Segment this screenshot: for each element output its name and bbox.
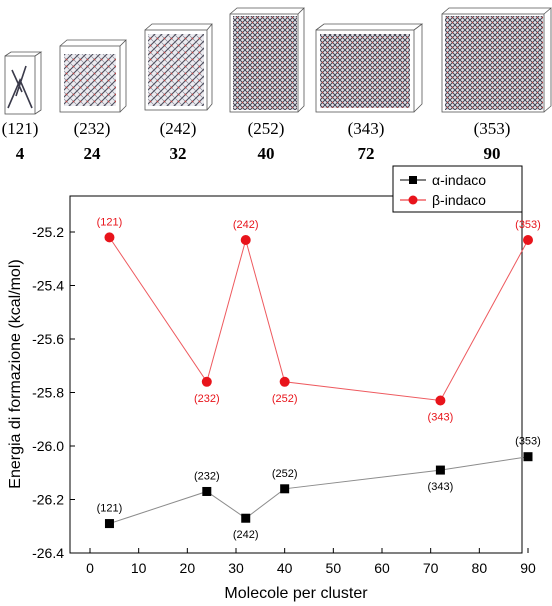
x-tick-label: 50 — [325, 560, 342, 576]
data-label: (252) — [271, 392, 298, 405]
cluster-molecule-count: 24 — [83, 144, 101, 163]
x-axis-label: Molecole per cluster — [224, 585, 368, 602]
data-point — [202, 377, 212, 387]
data-point — [104, 232, 114, 242]
data-point — [105, 519, 114, 528]
y-axis-label: Energia di formazione (kcal/mol) — [7, 259, 24, 489]
data-point — [241, 235, 251, 245]
cluster-code: (353) — [473, 119, 511, 138]
cluster-box-343 — [316, 24, 422, 112]
data-label: (242) — [232, 529, 259, 542]
cluster-code: (252) — [247, 119, 285, 138]
cluster-molecule-count: 4 — [15, 144, 25, 163]
series-layer — [97, 216, 541, 541]
formation-energy-chart — [7, 166, 541, 602]
series-alpha — [97, 436, 541, 542]
data-point — [280, 484, 289, 493]
series-line — [109, 457, 528, 524]
cluster-box-353 — [442, 8, 551, 112]
x-tick-label: 70 — [422, 560, 439, 576]
cluster-box-242 — [145, 24, 212, 110]
y-tick-label: -25.2 — [32, 224, 64, 240]
cluster-box-232 — [60, 40, 126, 112]
data-point — [280, 377, 290, 387]
y-tick-label: -26.0 — [32, 438, 64, 454]
series-line — [109, 237, 528, 400]
legend-marker-beta — [409, 196, 418, 205]
data-label: (343) — [427, 481, 454, 494]
data-point — [202, 487, 211, 496]
y-tick-label: -25.8 — [32, 384, 64, 401]
data-point — [435, 396, 445, 406]
legend-label-beta: β-indaco — [432, 192, 486, 208]
data-label: (121) — [96, 216, 123, 229]
x-tick-label: 80 — [471, 560, 488, 576]
x-tick-label: 40 — [276, 560, 293, 576]
cluster-code: (343) — [347, 119, 385, 138]
data-label: (252) — [271, 467, 298, 480]
legend-marker-alpha — [409, 176, 417, 184]
cluster-code: (242) — [159, 119, 197, 138]
y-tick-label: -25.4 — [32, 277, 64, 294]
cluster-molecule-count: 32 — [169, 144, 187, 163]
series-beta — [97, 216, 541, 423]
data-point — [523, 235, 533, 245]
data-point — [524, 452, 533, 461]
data-label: (242) — [232, 219, 259, 232]
x-tick-label: 10 — [130, 560, 147, 576]
y-tick-label: -26.2 — [32, 491, 64, 508]
cluster-images — [5, 8, 551, 114]
cluster-box-121 — [5, 52, 41, 114]
x-tick-label: 30 — [228, 560, 244, 576]
data-label: (232) — [193, 470, 220, 483]
y-tick-label: -25.6 — [32, 331, 64, 347]
data-label: (343) — [427, 411, 454, 424]
x-tick-label: 60 — [374, 560, 390, 576]
data-point — [241, 514, 250, 523]
data-label: (121) — [96, 502, 123, 515]
cluster-molecule-count: 40 — [257, 144, 275, 163]
cluster-captions — [2, 119, 511, 163]
cluster-box-252 — [230, 8, 304, 112]
x-tick-label: 0 — [86, 560, 94, 576]
data-label: (353) — [515, 435, 541, 448]
cluster-molecule-count: 90 — [483, 144, 501, 163]
x-tick-label: 20 — [179, 560, 196, 576]
y-tick-label: -26.4 — [32, 545, 64, 561]
data-label: (232) — [193, 392, 220, 405]
legend — [393, 166, 522, 212]
x-tick-label: 90 — [520, 560, 536, 576]
data-label: (353) — [515, 219, 541, 232]
cluster-code: (121) — [1, 119, 39, 138]
cluster-code: (232) — [73, 119, 111, 138]
cluster-molecule-count: 72 — [357, 144, 375, 163]
legend-label-alpha: α-indaco — [432, 172, 487, 188]
data-point — [436, 466, 445, 475]
